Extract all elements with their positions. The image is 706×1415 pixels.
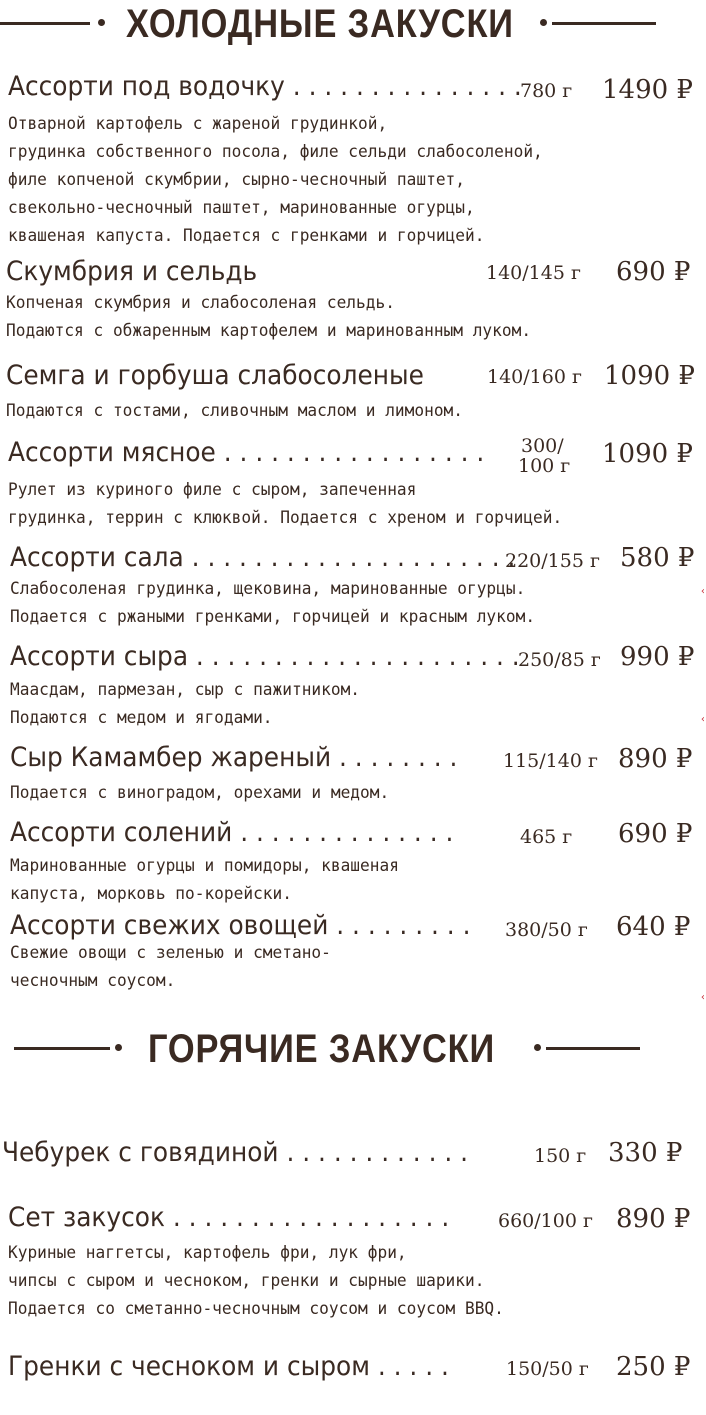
item-name: Сыр Камамбер жареный . . . . . . . .: [10, 742, 458, 773]
menu-item: [10, 543, 700, 633]
item-description: Куриные наггетсы, картофель фри, лук фри, чипсы с сыром и чесноком, гренки и сырные шарики. Подается со сметанно-чесночным соусом и соусом BBQ.: [8, 1243, 504, 1319]
item-description: Свежие овощи с зеленью и сметано- чесночным соусом.: [10, 943, 331, 991]
item-description: Маасдам, пармезан, сыр с пажитником. Подаются с медом и ягодами.: [10, 680, 361, 728]
item-weight: 140/160 г: [487, 366, 582, 388]
item-price: 890 ₽: [618, 744, 693, 774]
section-title-hot: [0, 1027, 704, 1071]
item-price: 640 ₽: [616, 912, 691, 942]
item-weight: 115/140 г: [503, 750, 598, 772]
item-weight: 150/50 г: [506, 1358, 589, 1380]
item-weight: 780 г: [520, 80, 573, 102]
item-weight: 380/50 г: [505, 919, 588, 941]
title-dot-right: [534, 1044, 541, 1051]
item-name: Скумбрия и сельдь: [6, 256, 258, 287]
item-description: Подается с виноградом, орехами и медом.: [10, 783, 390, 803]
item-price: 1090 ₽: [602, 439, 693, 469]
title-dot-right: [540, 19, 547, 26]
item-weight-line1: 300/: [521, 435, 564, 457]
item-weight: 150 г: [534, 1145, 587, 1167]
item-price: 990 ₽: [620, 642, 695, 672]
item-name: Гренки с чесноком и сыром . . . . .: [8, 1351, 449, 1382]
title-rule-left: [14, 1047, 110, 1050]
item-name: Чебурек с говядиной . . . . . . . . . . . .: [2, 1137, 469, 1168]
item-price: 890 ₽: [616, 1204, 691, 1234]
item-price: 1490 ₽: [602, 75, 693, 105]
item-name: Ассорти свежих овощей . . . . . . . . .: [10, 910, 471, 941]
menu-item: [8, 436, 698, 536]
item-name: Ассорти солений . . . . . . . . . . . . . .: [10, 817, 454, 848]
title-rule-left: [0, 22, 90, 25]
item-price: 690 ₽: [618, 819, 693, 849]
menu-item: [10, 911, 700, 997]
menu-item: [10, 642, 700, 732]
item-price: 1090 ₽: [604, 361, 695, 391]
item-weight: 220/155 г: [505, 550, 600, 572]
item-name: Ассорти под водочку . . . . . . . . . . . . . . .: [8, 71, 522, 102]
item-price: 690 ₽: [616, 257, 691, 287]
item-name: Семга и горбуша слабосоленые: [6, 360, 424, 391]
section-title-cold: [0, 2, 704, 46]
title-rule-right: [546, 1047, 640, 1050]
menu-item: [8, 72, 698, 252]
item-weight: 660/100 г: [498, 1210, 593, 1232]
edge-mark: ‹: [700, 714, 706, 725]
item-name: Ассорти сала . . . . . . . . . . . . . . . . . . . . .: [10, 542, 516, 573]
edge-mark: ‹: [700, 586, 706, 597]
menu-item: [2, 1138, 692, 1178]
title-rule-right: [552, 22, 656, 25]
menu-item: [10, 743, 700, 807]
item-weight: 140/145 г: [486, 262, 581, 284]
item-description: Копченая скумбрия и слабосоленая сельдь. Подаются с обжаренным картофелем и маринованным луком.: [6, 293, 532, 341]
title-dot-left: [115, 1044, 122, 1051]
menu-item: [10, 818, 700, 904]
menu-item: [8, 1203, 698, 1323]
section-heading: ХОЛОДНЫЕ ЗАКУСКИ: [126, 2, 514, 46]
item-price: 580 ₽: [620, 543, 695, 573]
item-description: Рулет из куриного филе с сыром, запеченная грудинка, террин с клюквой. Подается с хреном и горчицей.: [8, 480, 563, 528]
item-price: 250 ₽: [616, 1352, 691, 1382]
item-price: 330 ₽: [608, 1138, 683, 1168]
item-weight-line2: 100 г: [518, 455, 571, 477]
item-description: Отварной картофель с жареной грудинкой, грудинка собственного посола, филе сельди слабосоленой, филе копченой скумбрии, сырно-чесночный паштет, свекольно-чесночный паштет, маринованные огурцы, квашеная капуста. Подается с гренками и горчицей.: [8, 114, 543, 246]
item-description: Подаются с тостами, сливочным маслом и лимоном.: [6, 401, 463, 421]
section-heading: ГОРЯЧИЕ ЗАКУСКИ: [148, 1027, 496, 1071]
item-weight: 250/85 г: [518, 649, 601, 671]
title-dot-left: [98, 19, 105, 26]
edge-mark: ‹: [700, 992, 706, 1003]
item-description: Маринованные огурцы и помидоры, квашеная капуста, морковь по-корейски.: [10, 856, 399, 904]
item-name: Ассорти мясное . . . . . . . . . . . . . . . . .: [8, 437, 485, 468]
item-name: Сет закусок . . . . . . . . . . . . . . . . . .: [8, 1202, 450, 1233]
item-weight: 465 г: [520, 826, 573, 848]
menu-item: [6, 257, 696, 347]
menu-item: [8, 1352, 698, 1392]
menu-item: [6, 361, 696, 425]
item-description: Слабосоленая грудинка, щековина, маринованные огурцы. Подается с ржаными гренками, горчицей и красным луком.: [10, 579, 536, 627]
item-name: Ассорти сыра . . . . . . . . . . . . . . . . . . . . .: [10, 641, 520, 672]
